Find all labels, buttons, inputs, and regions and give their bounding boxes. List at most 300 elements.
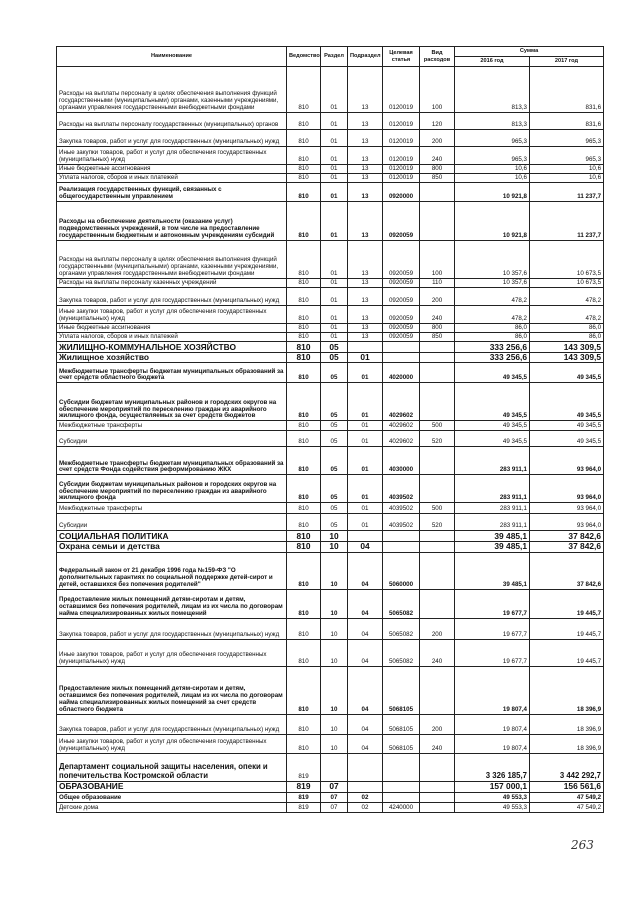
cell-section: 05	[321, 514, 348, 531]
cell-sum-2017: 478,2	[530, 288, 604, 306]
cell-section: 07	[321, 781, 348, 792]
cell-subsection: 01	[348, 447, 383, 475]
cell-subsection: 13	[348, 333, 383, 342]
cell-exp-type: 120	[420, 113, 455, 130]
cell-exp-type: 500	[420, 421, 455, 431]
table-row	[57, 589, 604, 618]
cell-exp-type	[420, 666, 455, 714]
table-row	[57, 113, 604, 130]
cell-section: 10	[321, 714, 348, 734]
cell-subsection: 13	[348, 67, 383, 113]
cell-dept: 819	[287, 792, 321, 802]
cell-dept: 810	[287, 734, 321, 753]
cell-name: Общее образование	[57, 792, 287, 802]
table-row	[57, 241, 604, 279]
cell-target	[383, 353, 420, 363]
table-header	[57, 47, 604, 67]
cell-exp-type	[420, 531, 455, 542]
cell-dept: 810	[287, 130, 321, 147]
header-sum: Сумма	[455, 47, 604, 57]
cell-subsection: 01	[348, 503, 383, 514]
cell-sum-2016: 478,2	[455, 288, 530, 306]
cell-section: 05	[321, 421, 348, 431]
cell-target: 0920059	[383, 288, 420, 306]
cell-name: Закупка товаров, работ и услуг для государственных (муниципальных) нужд	[57, 288, 287, 306]
cell-target: 0120019	[383, 113, 420, 130]
cell-name: Уплата налогов, сборов и иных платежей	[57, 174, 287, 183]
table-row	[57, 130, 604, 147]
cell-dept: 810	[287, 174, 321, 183]
table-row	[57, 67, 604, 113]
cell-sum-2017: 19 445,7	[530, 618, 604, 639]
table-row	[57, 639, 604, 666]
cell-name: Иные закупки товаров, работ и услуг для обеспечения государственных (муниципальных) нужд	[57, 147, 287, 165]
cell-name: Иные бюджетные ассигнования	[57, 324, 287, 333]
cell-sum-2017: 19 445,7	[530, 639, 604, 666]
cell-sum-2017: 86,0	[530, 324, 604, 333]
cell-subsection	[348, 342, 383, 353]
cell-section: 05	[321, 383, 348, 421]
cell-section: 05	[321, 475, 348, 503]
cell-exp-type: 500	[420, 503, 455, 514]
cell-sum-2016: 86,0	[455, 324, 530, 333]
cell-exp-type: 520	[420, 514, 455, 531]
cell-section: 01	[321, 174, 348, 183]
cell-sum-2016: 478,2	[455, 306, 530, 324]
header-section: Раздел	[321, 47, 348, 67]
table-row	[57, 431, 604, 447]
cell-dept: 810	[287, 67, 321, 113]
cell-target: 4029602	[383, 421, 420, 431]
cell-sum-2017: 18 396,9	[530, 714, 604, 734]
table-row	[57, 421, 604, 431]
cell-name: Межбюджетные трансферты бюджетам муниципальных образований за счет средств Фонда содействия реформированию ЖКХ	[57, 447, 287, 475]
table-row	[57, 306, 604, 324]
cell-exp-type	[420, 542, 455, 552]
cell-sum-2017: 93 964,0	[530, 514, 604, 531]
cell-target: 0920059	[383, 279, 420, 288]
cell-subsection: 13	[348, 183, 383, 202]
cell-dept: 810	[287, 514, 321, 531]
cell-exp-type	[420, 363, 455, 383]
cell-section: 01	[321, 183, 348, 202]
cell-target: 0920059	[383, 333, 420, 342]
cell-exp-type	[420, 781, 455, 792]
cell-exp-type: 800	[420, 165, 455, 174]
header-name: Наименование	[57, 47, 287, 67]
cell-name: Департамент социальной защиты населения, опеки и попечительства Костромской области	[57, 753, 287, 781]
cell-name: Расходы на выплаты персоналу в целях обеспечения выполнения функций государственными (муниципальными) органами, казенными учреждениями, органами управления государственными внебюджетными фондами	[57, 67, 287, 113]
table-row	[57, 666, 604, 714]
table-row	[57, 542, 604, 552]
cell-section: 01	[321, 306, 348, 324]
cell-sum-2016: 813,3	[455, 113, 530, 130]
cell-name: Охрана семьи и детства	[57, 542, 287, 552]
cell-sum-2017: 156 561,6	[530, 781, 604, 792]
cell-name: Расходы на выплаты персоналу казенных учреждений	[57, 279, 287, 288]
cell-name: Иные бюджетные ассигнования	[57, 165, 287, 174]
cell-section: 01	[321, 147, 348, 165]
cell-exp-type: 240	[420, 306, 455, 324]
cell-section: 05	[321, 363, 348, 383]
cell-sum-2017: 831,6	[530, 113, 604, 130]
cell-exp-type	[420, 353, 455, 363]
cell-subsection: 01	[348, 383, 383, 421]
cell-sum-2016: 10 921,8	[455, 202, 530, 241]
cell-exp-type: 520	[420, 431, 455, 447]
table-row	[57, 447, 604, 475]
cell-name: ЖИЛИЩНО-КОММУНАЛЬНОЕ ХОЗЯЙСТВО	[57, 342, 287, 353]
cell-target: 0920059	[383, 241, 420, 279]
table-row	[57, 618, 604, 639]
cell-subsection: 02	[348, 792, 383, 802]
budget-table	[56, 46, 604, 813]
table-body	[57, 67, 604, 813]
cell-section	[321, 753, 348, 781]
cell-section: 05	[321, 353, 348, 363]
table-row	[57, 383, 604, 421]
cell-name: Межбюджетные трансферты	[57, 421, 287, 431]
cell-subsection: 13	[348, 174, 383, 183]
cell-subsection: 13	[348, 306, 383, 324]
cell-name: Расходы на выплаты персоналу в целях обеспечения выполнения функций государственными (муниципальными) органами, казенными учреждениями, органами управления государственными внебюджетными фондами	[57, 241, 287, 279]
cell-target: 4029602	[383, 383, 420, 421]
cell-dept: 810	[287, 324, 321, 333]
cell-section: 05	[321, 342, 348, 353]
cell-sum-2016: 19 807,4	[455, 666, 530, 714]
cell-sum-2017: 965,3	[530, 130, 604, 147]
cell-target: 4039502	[383, 475, 420, 503]
cell-section: 05	[321, 431, 348, 447]
cell-subsection: 13	[348, 130, 383, 147]
cell-subsection: 01	[348, 431, 383, 447]
cell-name: Закупка товаров, работ и услуг для государственных (муниципальных) нужд	[57, 130, 287, 147]
cell-subsection: 01	[348, 514, 383, 531]
cell-sum-2016: 283 911,1	[455, 447, 530, 475]
cell-sum-2016: 19 807,4	[455, 714, 530, 734]
cell-sum-2017: 86,0	[530, 333, 604, 342]
cell-exp-type: 200	[420, 288, 455, 306]
cell-sum-2016: 283 911,1	[455, 514, 530, 531]
cell-name: Закупка товаров, работ и услуг для государственных (муниципальных) нужд	[57, 714, 287, 734]
table-row	[57, 165, 604, 174]
cell-subsection: 04	[348, 552, 383, 589]
cell-subsection: 04	[348, 734, 383, 753]
cell-target: 0920000	[383, 183, 420, 202]
cell-section: 01	[321, 279, 348, 288]
cell-dept: 810	[287, 165, 321, 174]
cell-target: 5065082	[383, 589, 420, 618]
cell-dept: 810	[287, 639, 321, 666]
cell-sum-2016: 19 677,7	[455, 589, 530, 618]
cell-subsection: 13	[348, 113, 383, 130]
cell-exp-type	[420, 183, 455, 202]
table-row	[57, 288, 604, 306]
cell-sum-2017: 10 673,5	[530, 279, 604, 288]
header-year-2016: 2016 год	[455, 57, 530, 67]
cell-dept: 810	[287, 306, 321, 324]
cell-subsection	[348, 531, 383, 542]
cell-name: Субсидии	[57, 514, 287, 531]
cell-dept: 810	[287, 147, 321, 165]
cell-target: 5068105	[383, 714, 420, 734]
cell-dept: 810	[287, 353, 321, 363]
cell-name: Уплата налогов, сборов и иных платежей	[57, 333, 287, 342]
cell-dept: 810	[287, 714, 321, 734]
cell-target: 0120019	[383, 147, 420, 165]
cell-section: 01	[321, 241, 348, 279]
table-row	[57, 531, 604, 542]
cell-name: Реализация государственных функций, связанных с общегосударственным управлением	[57, 183, 287, 202]
cell-sum-2016: 49 345,5	[455, 421, 530, 431]
cell-name: Предоставление жилых помещений детям-сиротам и детям, оставшимся без попечения родителей, лицам из их числа по договорам найма специализированных жилых помещений за счет средств областного бюджета	[57, 666, 287, 714]
cell-dept: 810	[287, 241, 321, 279]
cell-subsection: 13	[348, 165, 383, 174]
cell-subsection: 13	[348, 147, 383, 165]
cell-target: 0120019	[383, 130, 420, 147]
table-row	[57, 514, 604, 531]
cell-sum-2016: 86,0	[455, 333, 530, 342]
cell-sum-2016: 49 345,5	[455, 431, 530, 447]
cell-name: Расходы на обеспечение деятельности (оказание услуг) подведомственных учреждений, в том числе на предоставление государственным бюджетным и автономным учреждениям субсидий	[57, 202, 287, 241]
cell-exp-type: 240	[420, 639, 455, 666]
cell-sum-2017: 47 549,2	[530, 792, 604, 802]
cell-subsection	[348, 781, 383, 792]
cell-dept: 810	[287, 113, 321, 130]
header-year-2017: 2017 год	[530, 57, 604, 67]
cell-target	[383, 781, 420, 792]
cell-sum-2016: 3 326 185,7	[455, 753, 530, 781]
cell-dept: 810	[287, 589, 321, 618]
cell-sum-2016: 49 553,3	[455, 792, 530, 802]
cell-sum-2016: 10 357,6	[455, 279, 530, 288]
cell-dept: 810	[287, 503, 321, 514]
cell-subsection: 01	[348, 353, 383, 363]
cell-subsection: 04	[348, 639, 383, 666]
cell-dept: 810	[287, 542, 321, 552]
cell-sum-2017: 965,3	[530, 147, 604, 165]
table-row	[57, 342, 604, 353]
cell-name: СОЦИАЛЬНАЯ ПОЛИТИКА	[57, 531, 287, 542]
cell-sum-2016: 19 677,7	[455, 639, 530, 666]
cell-target: 0920059	[383, 202, 420, 241]
cell-name: ОБРАЗОВАНИЕ	[57, 781, 287, 792]
cell-dept: 810	[287, 531, 321, 542]
cell-section: 10	[321, 531, 348, 542]
cell-dept: 810	[287, 342, 321, 353]
cell-section: 10	[321, 618, 348, 639]
cell-sum-2017: 11 237,7	[530, 183, 604, 202]
table-row	[57, 503, 604, 514]
cell-subsection: 13	[348, 279, 383, 288]
cell-sum-2016: 283 911,1	[455, 503, 530, 514]
cell-subsection: 04	[348, 542, 383, 552]
cell-sum-2017: 10,6	[530, 165, 604, 174]
cell-sum-2017: 18 396,9	[530, 734, 604, 753]
cell-exp-type: 100	[420, 67, 455, 113]
cell-sum-2016: 49 345,5	[455, 363, 530, 383]
cell-target: 4039502	[383, 503, 420, 514]
cell-exp-type: 800	[420, 324, 455, 333]
cell-dept: 819	[287, 781, 321, 792]
cell-target: 0120019	[383, 67, 420, 113]
cell-sum-2016: 10,6	[455, 174, 530, 183]
table-row	[57, 333, 604, 342]
cell-name: Жилищное хозяйство	[57, 353, 287, 363]
cell-subsection: 13	[348, 202, 383, 241]
cell-name: Предоставление жилых помещений детям-сиротам и детям, оставшимся без попечения родителей, лицам из их числа по договорам найма специализированных жилых помещений	[57, 589, 287, 618]
cell-exp-type: 850	[420, 333, 455, 342]
cell-exp-type	[420, 753, 455, 781]
budget-sheet	[56, 46, 603, 813]
cell-sum-2017: 37 842,6	[530, 542, 604, 552]
table-row	[57, 753, 604, 781]
cell-subsection: 04	[348, 714, 383, 734]
cell-target	[383, 792, 420, 802]
cell-sum-2016: 965,3	[455, 147, 530, 165]
table-row	[57, 174, 604, 183]
cell-sum-2016: 49 345,5	[455, 383, 530, 421]
cell-exp-type	[420, 475, 455, 503]
cell-exp-type	[420, 342, 455, 353]
table-row	[57, 324, 604, 333]
table-row	[57, 147, 604, 165]
cell-section: 10	[321, 552, 348, 589]
cell-sum-2016: 813,3	[455, 67, 530, 113]
cell-sum-2016: 157 000,1	[455, 781, 530, 792]
cell-exp-type	[420, 792, 455, 802]
table-row	[57, 363, 604, 383]
cell-dept: 810	[287, 333, 321, 342]
cell-exp-type	[420, 447, 455, 475]
cell-name: Субсидии бюджетам муниципальных районов и городских округов на обеспечение мероприятий по переселению граждан из аварийного жилищного фонда, осуществляемых за счет средств бюджетов	[57, 383, 287, 421]
cell-target: 5065082	[383, 639, 420, 666]
cell-section: 07	[321, 792, 348, 802]
cell-subsection: 04	[348, 666, 383, 714]
cell-sum-2017: 11 237,7	[530, 202, 604, 241]
cell-target: 5068105	[383, 734, 420, 753]
cell-exp-type: 200	[420, 130, 455, 147]
page-number: 263	[571, 838, 594, 852]
cell-exp-type: 110	[420, 279, 455, 288]
cell-sum-2016: 19 807,4	[455, 734, 530, 753]
cell-sum-2017: 93 964,0	[530, 447, 604, 475]
cell-sum-2017: 47 549,2	[530, 802, 604, 812]
cell-sum-2017: 18 396,9	[530, 666, 604, 714]
cell-section: 01	[321, 288, 348, 306]
cell-section: 10	[321, 734, 348, 753]
cell-section: 07	[321, 802, 348, 812]
cell-section: 01	[321, 333, 348, 342]
cell-sum-2016: 965,3	[455, 130, 530, 147]
cell-target: 0920059	[383, 306, 420, 324]
cell-target	[383, 342, 420, 353]
cell-target: 4240000	[383, 802, 420, 812]
cell-dept: 819	[287, 753, 321, 781]
table-row	[57, 734, 604, 753]
cell-sum-2017: 10,6	[530, 174, 604, 183]
cell-section: 10	[321, 542, 348, 552]
cell-sum-2017: 49 345,5	[530, 431, 604, 447]
cell-subsection: 13	[348, 324, 383, 333]
table-row	[57, 781, 604, 792]
cell-exp-type	[420, 589, 455, 618]
cell-dept: 810	[287, 383, 321, 421]
cell-name: Федеральный закон от 21 декабря 1996 года №159-ФЗ "О дополнительных гарантиях по социальной поддержке детей-сирот и детей, оставшихся без попечения родителей"	[57, 552, 287, 589]
table-row	[57, 792, 604, 802]
cell-name: Иные закупки товаров, работ и услуг для обеспечения государственных (муниципальных) нужд	[57, 639, 287, 666]
cell-name: Закупка товаров, работ и услуг для государственных (муниципальных) нужд	[57, 618, 287, 639]
cell-sum-2017: 37 842,6	[530, 531, 604, 542]
cell-sum-2016: 10 921,8	[455, 183, 530, 202]
cell-subsection: 02	[348, 802, 383, 812]
cell-dept: 810	[287, 288, 321, 306]
cell-subsection: 13	[348, 288, 383, 306]
cell-sum-2017: 143 309,5	[530, 342, 604, 353]
cell-subsection: 04	[348, 589, 383, 618]
cell-sum-2016: 333 256,6	[455, 342, 530, 353]
header-target: Целевая статья	[383, 47, 420, 67]
cell-exp-type: 240	[420, 734, 455, 753]
cell-name: Межбюджетные трансферты бюджетам муниципальных образований за счет средств областного бюджета	[57, 363, 287, 383]
table-row	[57, 714, 604, 734]
cell-section: 01	[321, 113, 348, 130]
cell-subsection: 01	[348, 421, 383, 431]
cell-exp-type	[420, 552, 455, 589]
cell-dept: 810	[287, 552, 321, 589]
cell-exp-type: 850	[420, 174, 455, 183]
cell-section: 05	[321, 447, 348, 475]
table-row	[57, 202, 604, 241]
cell-dept: 810	[287, 666, 321, 714]
cell-sum-2016: 39 485,1	[455, 542, 530, 552]
cell-dept: 810	[287, 431, 321, 447]
cell-name: Иные закупки товаров, работ и услуг для обеспечения государственных (муниципальных) нужд	[57, 734, 287, 753]
cell-dept: 810	[287, 183, 321, 202]
cell-target: 4020000	[383, 363, 420, 383]
table-row	[57, 279, 604, 288]
cell-target: 0120019	[383, 174, 420, 183]
cell-sum-2017: 19 445,7	[530, 589, 604, 618]
table-row	[57, 552, 604, 589]
cell-target: 4029602	[383, 431, 420, 447]
cell-dept: 810	[287, 279, 321, 288]
cell-sum-2016: 19 677,7	[455, 618, 530, 639]
cell-section: 10	[321, 589, 348, 618]
cell-subsection	[348, 753, 383, 781]
cell-sum-2017: 49 345,5	[530, 421, 604, 431]
cell-sum-2017: 831,6	[530, 67, 604, 113]
cell-section: 10	[321, 666, 348, 714]
cell-subsection: 01	[348, 363, 383, 383]
cell-target	[383, 542, 420, 552]
cell-exp-type	[420, 802, 455, 812]
cell-sum-2017: 37 842,6	[530, 552, 604, 589]
cell-sum-2017: 10 673,5	[530, 241, 604, 279]
cell-target: 4039502	[383, 514, 420, 531]
cell-target: 5065082	[383, 618, 420, 639]
cell-target: 5068105	[383, 666, 420, 714]
cell-subsection: 13	[348, 241, 383, 279]
cell-section: 05	[321, 503, 348, 514]
cell-target: 5060000	[383, 552, 420, 589]
cell-sum-2017: 49 345,5	[530, 363, 604, 383]
cell-section: 01	[321, 202, 348, 241]
cell-exp-type: 200	[420, 618, 455, 639]
cell-section: 01	[321, 130, 348, 147]
table-row	[57, 183, 604, 202]
cell-dept: 819	[287, 802, 321, 812]
